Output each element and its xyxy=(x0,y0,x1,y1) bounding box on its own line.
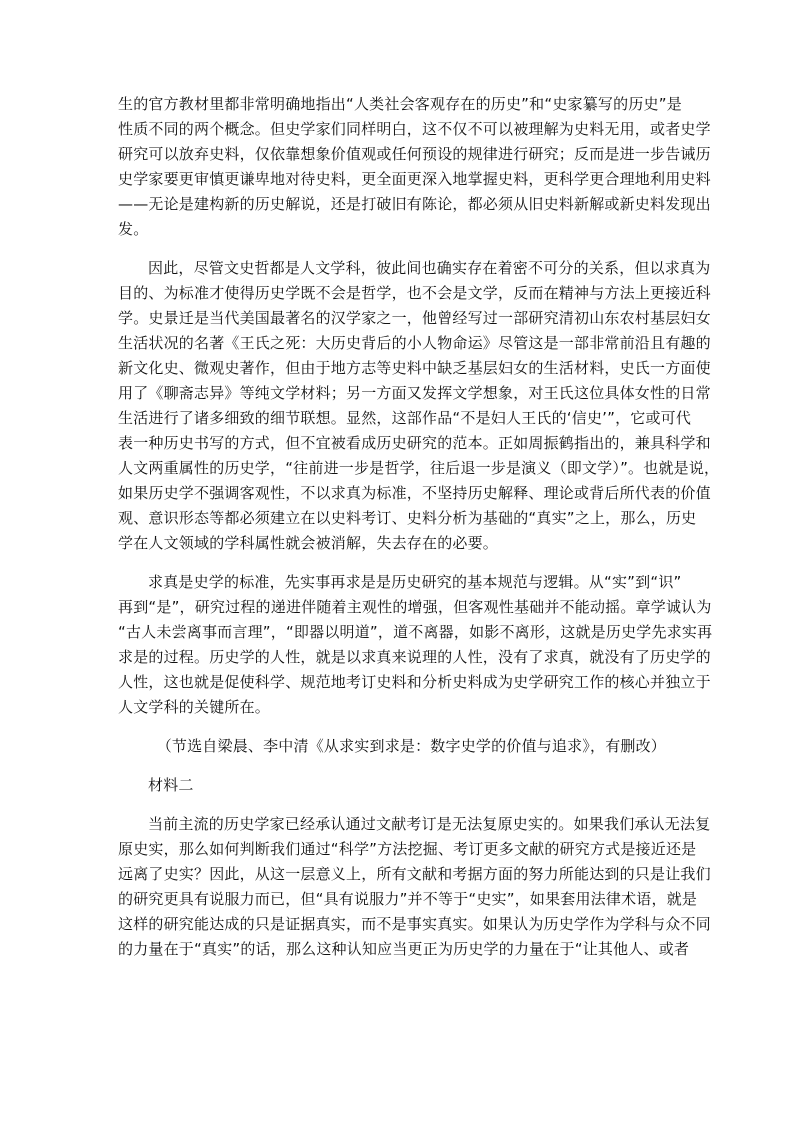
text-line: 观、意识形态等都必须建立在以史料考订、史料分析为基础的“真实”之上，那么，历史 xyxy=(118,509,697,527)
text-line: 人性，这也就是促使科学、规范地考订史料和分析史料成为史学研究工作的核心并独立于 xyxy=(118,673,711,691)
paragraph-gap xyxy=(118,242,666,256)
text-line: 生的官方教材里都非常明确地指出“人类社会客观存在的历史”和“史家纂写的历史”是 xyxy=(118,95,682,113)
paragraph-gap xyxy=(118,798,666,812)
text-line: 学。史景迁是当代美国最著名的汉学家之一，他曾经写过一部研究清初山东农村基层妇女 xyxy=(118,309,711,327)
text-line: 原史实，那么如何判断我们通过“科学”方法挖掘、考订更多文献的研究方式是接近还是 xyxy=(118,840,697,858)
text-line: 发。 xyxy=(118,220,149,238)
text-line: 当前主流的历史学家已经承认通过文献考订是无法复原史实的。如果我们承认无法复 xyxy=(148,815,711,833)
text-line: 求真是史学的标准，先实事再求是是历史研究的基本规范与逻辑。从“实”到“识” xyxy=(148,573,682,591)
text-line: 因此，尽管文史哲都是人文学科，彼此间也确实存在着密不可分的关系，但以求真为 xyxy=(148,259,711,277)
paragraph-2 xyxy=(118,256,720,556)
paragraph-gap xyxy=(118,720,666,734)
paragraph-gap xyxy=(118,759,666,773)
text-line: 新文化史、微观史著作，但由于地方志等史料中缺乏基层妇女的生活材料，史氏一方面使 xyxy=(118,359,711,377)
paragraph-3 xyxy=(118,570,713,720)
paragraph-gap xyxy=(118,556,666,570)
text-line: 这样的研究能达成的只是证据真实，而不是事实真实。如果认为历史学作为学科与众不同 xyxy=(118,915,711,933)
text-line: 人文两重属性的历史学，“往前进一步是哲学，往后退一步是演义（即文学）”。也就是说， xyxy=(118,459,720,477)
text-line: 再到“是”，研究过程的递进伴随着主观性的增强，但客观性基础并不能动摇。章学诚认为 xyxy=(118,598,712,616)
text-line: 人文学科的关键所在。 xyxy=(118,698,271,716)
section-heading: 材料二 xyxy=(148,776,194,794)
text-line: 求是的过程。历史学的人性，就是以求真来说理的人性，没有了求真，就没有了历史学的 xyxy=(118,648,711,666)
paragraph-1 xyxy=(118,92,711,242)
text-line: 性质不同的两个概念。但史学家们同样明白，这不仅不可以被理解为史料无用，或者史学 xyxy=(118,120,711,138)
source-note: （节选自梁晨、李中清《从求实到求是：数字史学的价值与追求》，有删改） xyxy=(156,737,666,755)
text-line: 学在人文领域的学科属性就会被消解，失去存在的必要。 xyxy=(118,534,499,552)
text-line: 用了《聊斋志异》等纯文学材料；另一方面又发挥文学想象，对王氏这位具体女性的日常 xyxy=(118,384,711,402)
text-line: ——无论是建构新的历史解说，还是打破旧有陈论，都必须从旧史料新解或新史料发现出 xyxy=(118,195,711,213)
text-line: 的研究更具有说服力而已，但“具有说服力”并不等于“史实”，如果套用法律术语，就是 xyxy=(118,890,698,908)
text-line: 目的、为标准才使得历史学既不会是哲学，也不会是文学，反而在精神与方法上更接近科 xyxy=(118,284,711,302)
text-line: 史学家要更审慎更谦卑地对待史料，更全面更深入地掌握史料，更科学更合理地利用史料 xyxy=(118,170,711,188)
paragraph-4 xyxy=(118,812,711,962)
document-page xyxy=(118,92,720,962)
text-line: 生活状况的名著《王氏之死：大历史背后的小人物命运》尽管这是一部非常前沿且有趣的 xyxy=(118,334,711,352)
text-line: 研究可以放弃史料，仅依靠想象价值观或任何预设的规律进行研究；反而是进一步告诫历 xyxy=(118,145,711,163)
text-line: 表一种历史书写的方式，但不宜被看成历史研究的范本。正如周振鹤指出的，兼具科学和 xyxy=(118,434,711,452)
text-line: 远离了史实？因此，从这一层意义上，所有文献和考据方面的努力所能达到的只是让我们 xyxy=(118,865,711,883)
text-line: 如果历史学不强调客观性，不以求真为标准，不坚持历史解释、理论或背后所代表的价值 xyxy=(118,484,711,502)
text-line: 的力量在于“真实”的话，那么这种认知应当更正为历史学的力量在于“让其他人、或者 xyxy=(118,940,690,958)
text-line: 生活进行了诸多细致的细节联想。显然，这部作品“不是妇人王氏的‘信史’”，它或可代 xyxy=(118,409,692,427)
text-line: “古人未尝离事而言理”，“即器以明道”，道不离器，如影不离形，这就是历史学先求实再 xyxy=(118,623,713,641)
